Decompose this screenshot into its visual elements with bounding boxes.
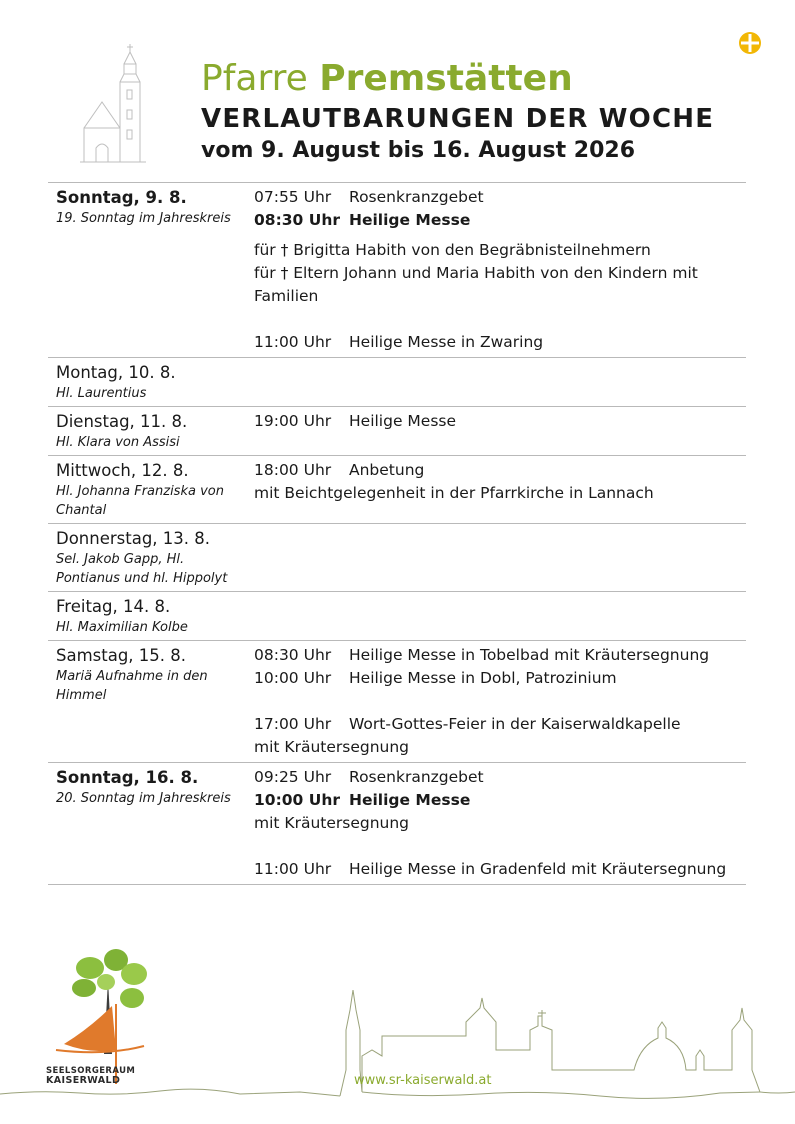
church-drawing-icon: [80, 44, 146, 166]
parish-title-prefix: Pfarre: [201, 58, 308, 99]
events-cell: [248, 410, 746, 452]
schedule-row-sunday-2: [48, 763, 746, 885]
cross-circle-logo-icon: [738, 31, 762, 55]
event-time: 10:00 Uhr: [254, 791, 340, 809]
schedule-row-friday: [48, 592, 746, 641]
day-cell: [48, 361, 248, 403]
event-entry: [254, 331, 746, 354]
event-time: 10:00 Uhr: [254, 669, 332, 687]
day-cell: [48, 186, 248, 354]
schedule-row-saturday: [48, 641, 746, 763]
day-name: Sonntag, 16. 8.: [56, 768, 199, 787]
page-header: [201, 56, 761, 166]
events-cell: [248, 361, 746, 403]
event-text: Wort-Gottes-Feier in der Kaiserwaldkapelle: [349, 715, 681, 733]
feast-name: Mariä Aufnahme in den: [56, 669, 208, 684]
event-time: 08:30 Uhr: [254, 646, 332, 664]
events-cell: [248, 766, 746, 881]
schedule-row-sunday-1: [48, 183, 746, 358]
day-cell: [48, 459, 248, 520]
mass-intention: für † Eltern Johann und Maria Habith von den Kindern mit: [254, 264, 698, 282]
event-text: Heilige Messe: [349, 791, 471, 809]
day-cell: [48, 527, 248, 588]
event-time: 17:00 Uhr: [254, 715, 332, 733]
event-note: mit Kräutersegnung: [254, 814, 410, 832]
event-entry: [254, 209, 746, 232]
event-entry: [254, 459, 746, 482]
date-range: vom 9. August bis 16. August 2026: [201, 138, 636, 163]
feast-name: Hl. Johanna Franziska von: [56, 484, 224, 499]
event-text: Heilige Messe in Zwaring: [349, 333, 544, 351]
parish-title: [201, 56, 761, 102]
day-name: Donnerstag, 13. 8.: [56, 529, 211, 548]
feast-name: Chantal: [56, 503, 107, 518]
event-entry: [254, 858, 746, 881]
feast-name: Hl. Laurentius: [56, 386, 147, 401]
event-text: Heilige Messe in Gradenfeld mit Kräutersegnung: [349, 860, 727, 878]
feast-name: 20. Sonntag im Jahreskreis: [56, 791, 231, 806]
day-name: Sonntag, 9. 8.: [56, 188, 187, 207]
weekly-schedule: [48, 182, 746, 885]
feast-name: Sel. Jakob Gapp, Hl.: [56, 552, 185, 567]
event-text: Rosenkranzgebet: [349, 768, 484, 786]
event-entry: [254, 667, 746, 690]
event-text: Rosenkranzgebet: [349, 188, 484, 206]
event-text: Heilige Messe: [349, 412, 457, 430]
event-text: Heilige Messe in Dobl, Patrozinium: [349, 669, 617, 687]
schedule-row-tuesday: [48, 407, 746, 456]
events-cell: [248, 644, 746, 759]
org-name-line2: KAISERWALD: [46, 1075, 121, 1086]
event-time: 08:30 Uhr: [254, 211, 340, 229]
announcements-heading: VERLAUTBARUNGEN DER WOCHE: [201, 104, 715, 134]
feast-name: Hl. Klara von Assisi: [56, 435, 180, 450]
events-cell: [248, 186, 746, 354]
day-name: Samstag, 15. 8.: [56, 646, 187, 665]
feast-name: 19. Sonntag im Jahreskreis: [56, 211, 231, 226]
schedule-row-thursday: [48, 524, 746, 592]
event-text: Heilige Messe: [349, 211, 471, 229]
parish-title-name: Premstätten: [319, 58, 573, 99]
event-time: 11:00 Uhr: [254, 860, 332, 878]
website-link[interactable]: www.sr-kaiserwald.at: [354, 1073, 492, 1088]
feast-name: Himmel: [56, 688, 107, 703]
event-entry: [254, 713, 746, 736]
events-cell: [248, 459, 746, 520]
event-time: 07:55 Uhr: [254, 188, 332, 206]
day-cell: [48, 644, 248, 759]
day-name: Dienstag, 11. 8.: [56, 412, 188, 431]
event-note: mit Beichtgelegenheit in der Pfarrkirche in Lannach: [254, 484, 654, 502]
day-cell: [48, 410, 248, 452]
event-time: 18:00 Uhr: [254, 461, 332, 479]
mass-intention: Familien: [254, 287, 319, 305]
events-cell: [248, 527, 746, 588]
event-note: mit Kräutersegnung: [254, 738, 410, 756]
event-time: 09:25 Uhr: [254, 768, 332, 786]
event-entry: [254, 644, 746, 667]
event-time: 19:00 Uhr: [254, 412, 332, 430]
day-cell: [48, 595, 248, 637]
event-entry: [254, 789, 746, 812]
event-entry: [254, 410, 746, 433]
feast-name: Hl. Maximilian Kolbe: [56, 620, 188, 635]
event-text: Anbetung: [349, 461, 425, 479]
day-name: Mittwoch, 12. 8.: [56, 461, 189, 480]
day-name: Montag, 10. 8.: [56, 363, 176, 382]
feast-name: Pontianus und hl. Hippolyt: [56, 571, 228, 586]
day-name: Freitag, 14. 8.: [56, 597, 171, 616]
schedule-row-wednesday: [48, 456, 746, 524]
event-time: 11:00 Uhr: [254, 333, 332, 351]
event-entry: [254, 186, 746, 209]
events-cell: [248, 595, 746, 637]
org-name-line1: SEELSORGERAUM: [46, 1066, 136, 1076]
day-cell: [48, 766, 248, 881]
event-text: Heilige Messe in Tobelbad mit Kräutersegnung: [349, 646, 710, 664]
mass-intention: für † Brigitta Habith von den Begräbnisteilnehmern: [254, 241, 651, 259]
event-entry: [254, 766, 746, 789]
schedule-row-monday: [48, 358, 746, 407]
